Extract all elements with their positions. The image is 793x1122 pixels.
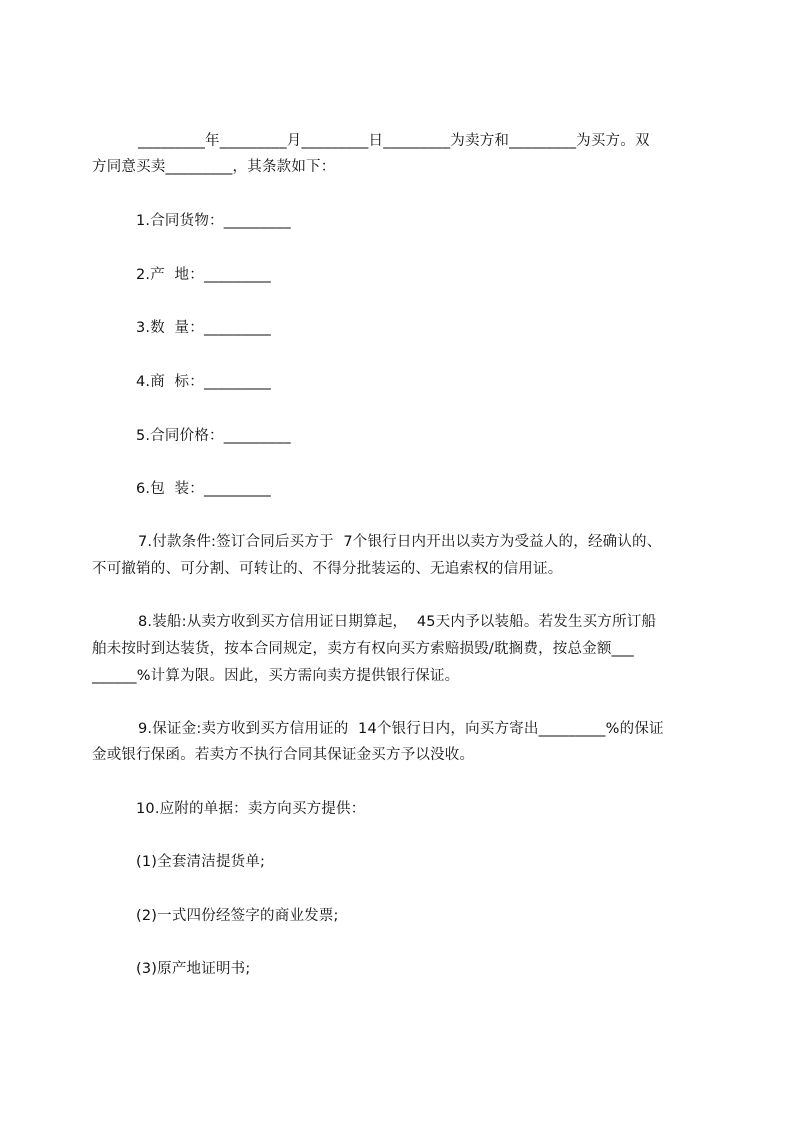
document-item-2: (2)一式四份经签字的商业发票; [136,908,339,924]
clause-payment-line-2: 不可撤销的、可分割、可转让的、不得分批装运的、无追索权的信用证。 [92,561,563,577]
clause-shipment-line-1: 8.装船:从卖方收到买方信用证日期算起， 45天内予以装船。若发生买方所订船 [138,614,657,630]
clause-documents: 10.应附的单据：卖方向买方提供： [136,801,366,817]
clause-shipment-line-3: ______%计算为限。因此，买方需向卖方提供银行保证。 [92,668,460,684]
clause-goods: 1.合同货物：_________ [136,213,291,229]
clause-origin: 2.产 地：_________ [136,267,272,283]
clause-trademark: 4.商 标：_________ [136,374,272,390]
clause-deposit-line-1: 9.保证金:卖方收到买方信用证的 14个银行日内，向买方寄出_________%的保证 [138,721,664,737]
intro-line-1: _________年_________月_________日_________为卖方和_________为买方。双 [138,133,650,149]
document-item-3: (3)原产地证明书; [136,961,251,977]
clause-payment-line-1: 7.付款条件:签订合同后买方于 7个银行日内开出以卖方为受益人的，经确认的、 [138,534,662,550]
clause-deposit-line-2: 金或银行保函。若卖方不执行合同其保证金买方予以没收。 [92,747,475,763]
clause-shipment-line-2: 舶未按时到达装货，按本合同规定，卖方有权向买方索赔损毁/耽搁费，按总金额___ [92,641,634,657]
clause-quantity: 3.数 量：_________ [136,320,272,336]
clause-packaging: 6.包 装：_________ [136,481,272,497]
document-item-1: (1)全套清洁提货单; [136,854,266,870]
clause-price: 5.合同价格：_________ [136,428,291,444]
intro-line-2: 方同意买卖_________，其条款如下： [92,159,336,175]
